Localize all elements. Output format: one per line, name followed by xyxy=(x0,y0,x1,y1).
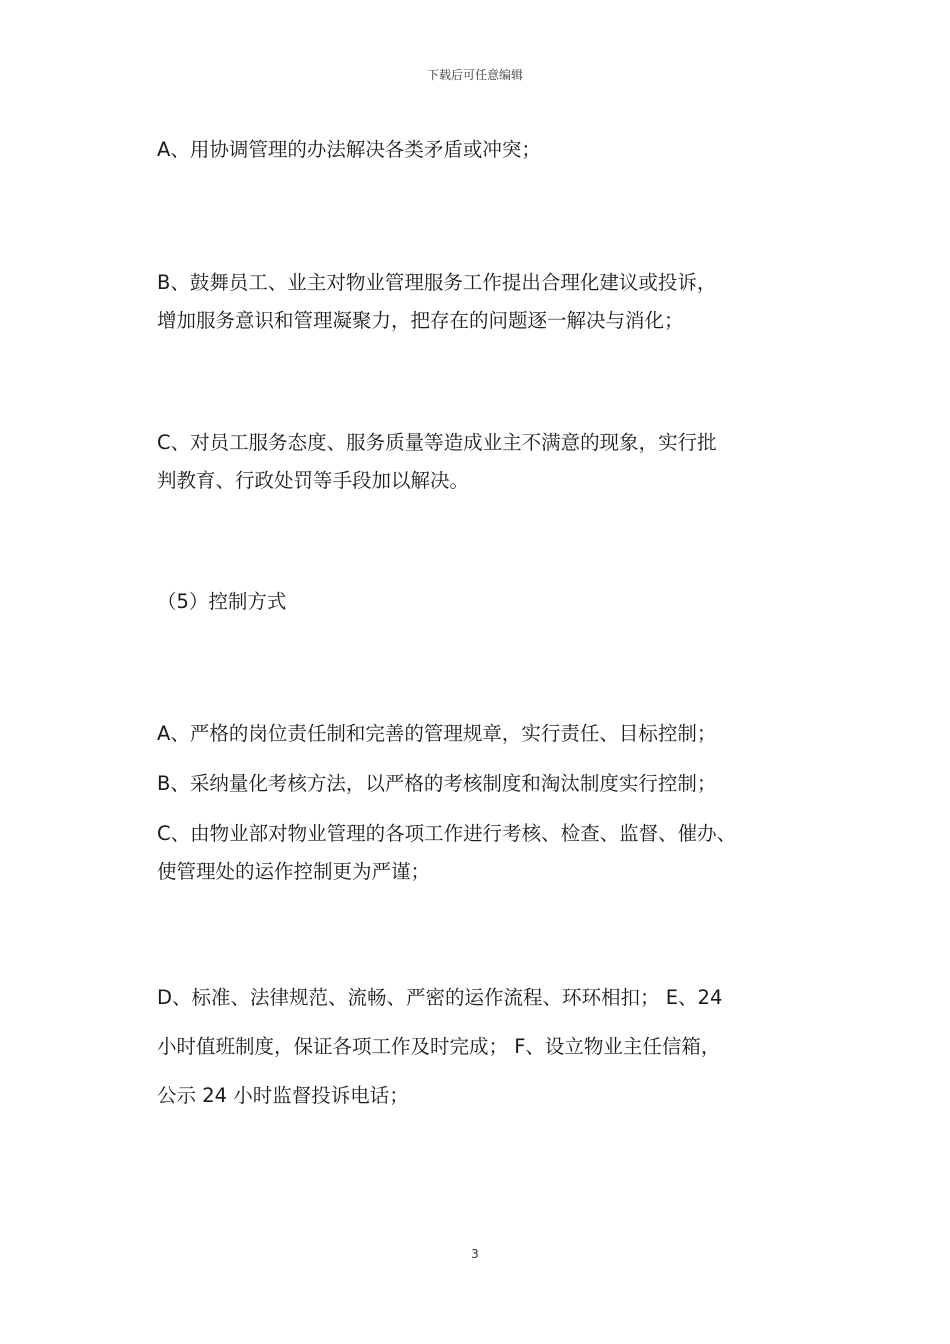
paragraph-b-encourage xyxy=(157,264,797,340)
paragraph-c-inspection xyxy=(157,815,797,891)
paragraph-line: A、严格的岗位责任制和完善的管理规章，实行责任、目标控制； xyxy=(157,722,717,745)
paragraph-line: B、采纳量化考核方法，以严格的考核制度和淘汰制度实行控制； xyxy=(157,772,717,795)
paragraph-line: 小时值班制度，保证各项工作及时完成； F、设立物业主任信箱， xyxy=(157,1035,721,1058)
paragraph-a-responsibility xyxy=(157,715,797,753)
section-heading-control-methods xyxy=(157,583,797,621)
paragraph-line: D、标准、法律规范、流畅、严密的运作流程、环环相扣； E、24 xyxy=(157,986,723,1009)
paragraph-line: C、对员工服务态度、服务质量等造成业主不满意的现象，实行批 xyxy=(157,431,717,454)
paragraph-c-discipline xyxy=(157,424,797,500)
paragraph-line: 使管理处的运作控制更为严谨； xyxy=(157,860,431,883)
page-number: 3 xyxy=(471,1247,479,1261)
header-note: 下载后可任意编辑 xyxy=(426,68,523,82)
paragraph-line: 公示 24 小时监督投诉电话； xyxy=(157,1084,409,1107)
paragraph-b-assessment xyxy=(157,765,797,803)
section-heading: （5）控制方式 xyxy=(157,590,287,613)
paragraph-a-coordination xyxy=(157,131,797,169)
paragraph-line: C、由物业部对物业管理的各项工作进行考核、检查、监督、催办、 xyxy=(157,822,737,845)
paragraph-d-standards xyxy=(157,973,797,1120)
paragraph-line: 增加服务意识和管理凝聚力，把存在的问题逐一解决与消化； xyxy=(157,309,684,332)
paragraph-line: A、用协调管理的办法解决各类矛盾或冲突； xyxy=(157,138,541,161)
paragraph-line: B、鼓舞员工、业主对物业管理服务工作提出合理化建议或投诉， xyxy=(157,271,717,294)
paragraph-line: 判教育、行政处罚等手段加以解决。 xyxy=(157,469,470,492)
